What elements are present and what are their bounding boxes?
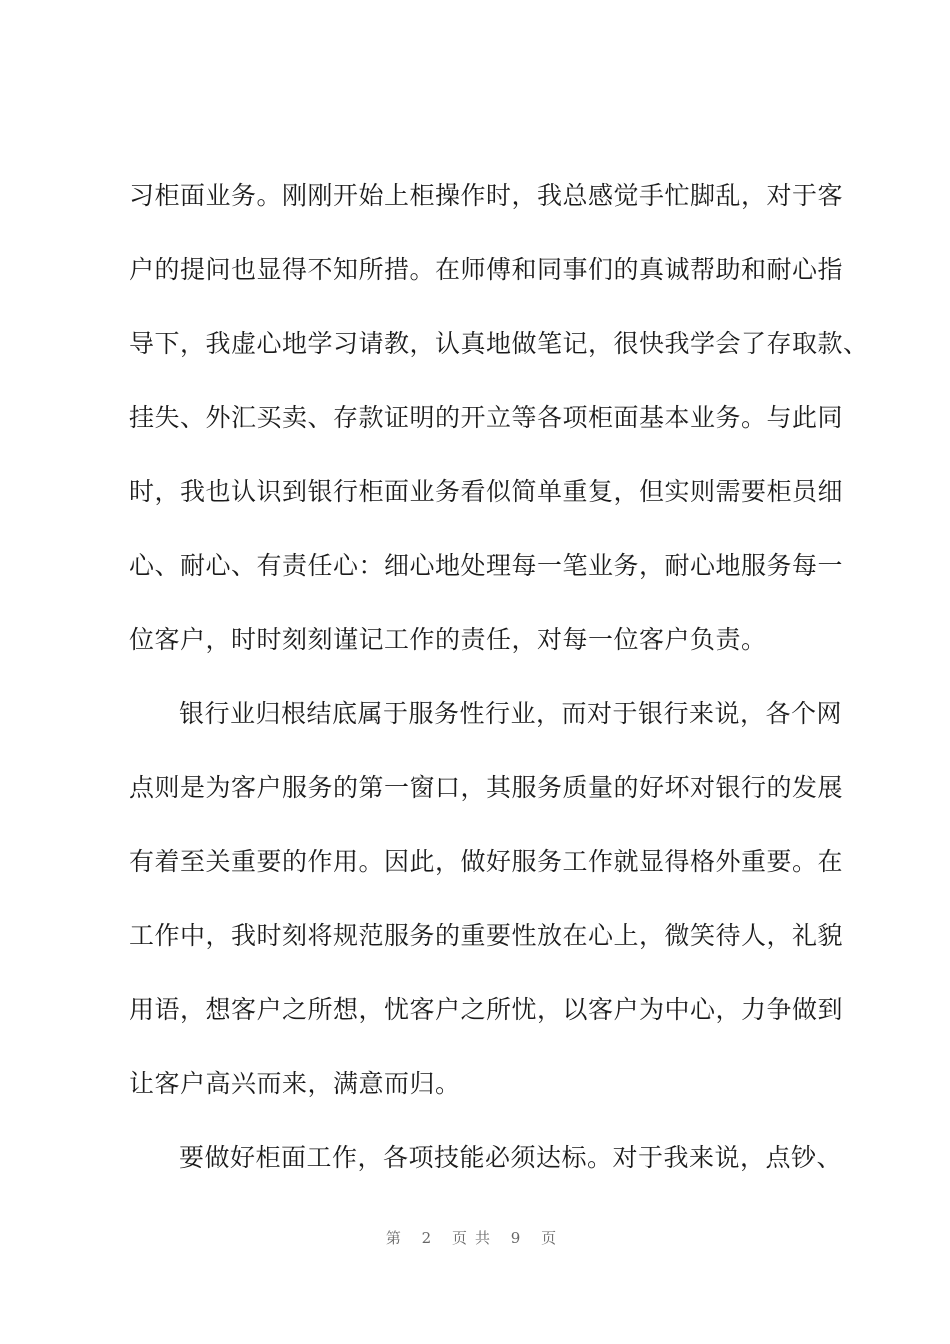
page-number: 第 2 页共 9 页 <box>385 1229 565 1247</box>
text-line: 时，我也认识到银行柜面业务看似简单重复，但实则需要柜员细 <box>129 477 844 506</box>
text-line: 点则是为客户服务的第一窗口，其服务质量的好坏对银行的发展 <box>129 773 844 802</box>
body-text <box>129 174 869 1210</box>
text-line: 让客户高兴而来，满意而归。 <box>129 1069 461 1098</box>
text-line: 户的提问也显得不知所措。在师傅和同事们的真诚帮助和耐心指 <box>129 255 844 284</box>
text-line: 有着至关重要的作用。因此，做好服务工作就显得格外重要。在 <box>129 847 844 876</box>
text-line: 用语，想客户之所想，忧客户之所忧，以客户为中心，力争做到 <box>129 995 844 1024</box>
text-line: 要做好柜面工作，各项技能必须达标。对于我来说，点钞、 <box>179 1143 843 1172</box>
text-line: 心、耐心、有责任心：细心地处理每一笔业务，耐心地服务每一 <box>129 551 844 580</box>
text-line: 导下，我虚心地学习请教，认真地做笔记，很快我学会了存取款、 <box>129 329 869 358</box>
text-line: 位客户，时时刻刻谨记工作的责任，对每一位客户负责。 <box>129 625 767 654</box>
text-line: 习柜面业务。刚刚开始上柜操作时，我总感觉手忙脚乱，对于客 <box>129 181 844 210</box>
text-line: 挂失、外汇买卖、存款证明的开立等各项柜面基本业务。与此同 <box>129 403 844 432</box>
text-line: 工作中，我时刻将规范服务的重要性放在心上，微笑待人，礼貌 <box>129 921 844 950</box>
text-line: 银行业归根结底属于服务性行业，而对于银行来说，各个网 <box>179 699 843 728</box>
